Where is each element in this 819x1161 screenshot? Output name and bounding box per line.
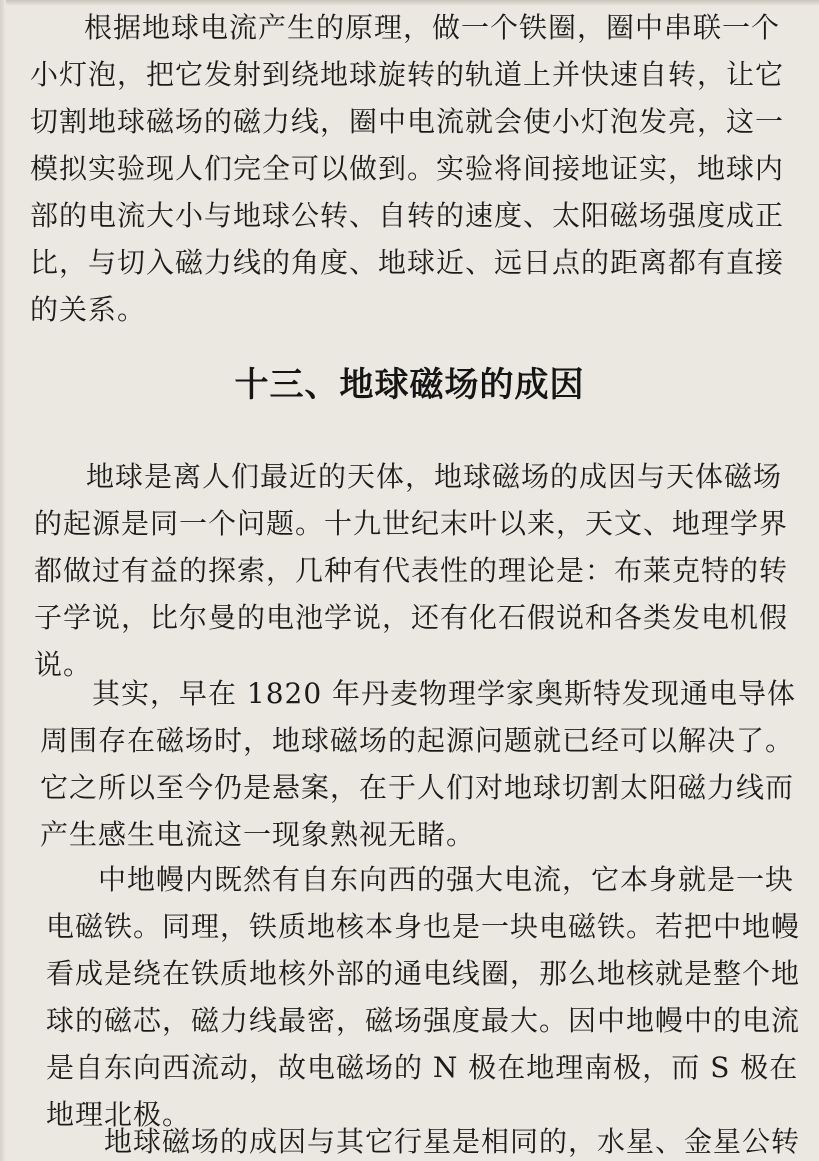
text-line: 电磁铁。同理，铁质地核本身也是一块电磁铁。若把中地幔 [46, 910, 801, 943]
text-line: 比，与切入磁力线的角度、地球近、远日点的距离都有直接 [30, 246, 785, 279]
section-heading: 十三、地球磁场的成因 [234, 365, 585, 405]
text-line: 小灯泡，把它发射到绕地球旋转的轨道上并快速自转，让它 [30, 58, 785, 91]
text-line: 中地幔内既然有自东向西的强大电流，它本身就是一块 [98, 863, 795, 896]
text-line: 是自东向西流动，故电磁场的 N 极在地理南极，而 S 极在 [46, 1051, 799, 1084]
text-line: 球的磁芯，磁力线最密，磁场强度最大。因中地幔中的电流 [46, 1004, 801, 1037]
text-line: 说。 [34, 648, 93, 681]
text-line: 周围存在磁场时，地球磁场的起源问题就已经可以解决了。 [40, 724, 795, 757]
text-line: 地理北极。 [46, 1098, 192, 1131]
text-line: 产生感生电流这一现象熟视无睹。 [40, 818, 476, 851]
text-line: 子学说，比尔曼的电池学说，还有化石假说和各类发电机假 [34, 601, 789, 634]
text-line: 的关系。 [30, 293, 147, 326]
text-line: 都做过有益的探索，几种有代表性的理论是：布莱克特的转 [34, 554, 789, 587]
text-line: 的起源是同一个问题。十九世纪末叶以来，天文、地理学界 [34, 507, 789, 540]
text-line: 地球是离人们最近的天体，地球磁场的成因与天体磁场 [86, 460, 783, 493]
text-line: 它之所以至今仍是悬案，在于人们对地球切割太阳磁力线而 [40, 771, 795, 804]
text-line: 根据地球电流产生的原理，做一个铁圈，圈中串联一个 [84, 11, 781, 44]
text-line: 部的电流大小与地球公转、自转的速度、太阳磁场强度成正 [30, 199, 785, 232]
text-line: 其实，早在 1820 年丹麦物理学家奥斯特发现通电导体 [92, 677, 797, 710]
text-line: 地球磁场的成因与其它行星是相同的，水星、金星公转 [104, 1125, 801, 1158]
text-line: 看成是绕在铁质地核外部的通电线圈，那么地核就是整个地 [46, 957, 801, 990]
text-line: 模拟实验现人们完全可以做到。实验将间接地证实，地球内 [30, 152, 785, 185]
text-line: 切割地球磁场的磁力线，圈中电流就会使小灯泡发亮，这一 [30, 105, 785, 138]
